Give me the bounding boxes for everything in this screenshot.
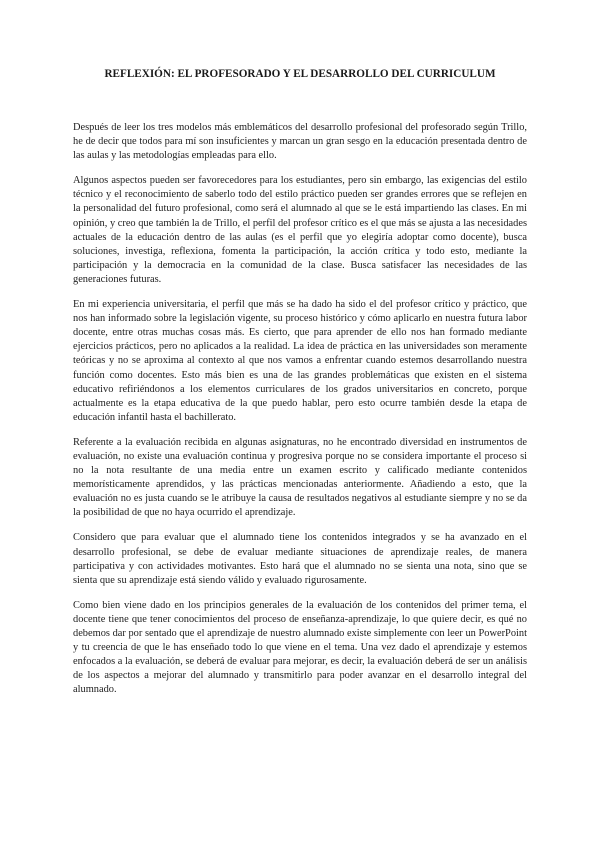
paragraph-6: Como bien viene dado en los principios generales de la evaluación de los contenidos del primer tema, el docente tiene que tener conocimientos del proceso de enseñanza-aprendizaje, lo que quiere decir, es qué no debemos dar por sentado que el aprendizaje de nuestro alumnado existe simplemente con leer un PowerPoint y tu creencia de que le has enseñado todo lo que viene en el tema. Una vez dado el aprendizaje y estemos enfocados a la evaluación, se deberá de evaluar para mejorar, es decir, la evaluación deberá de ser un análisis de los aspectos a mejorar del alumnado y transmitirlo para poder avanzar en el desarrollo integral del alumnado. <box>73 599 527 696</box>
paragraph-1: Después de leer los tres modelos más emblemáticos del desarrollo profesional del profesorado según Trillo, he de decir que todos para mí son insuficientes y marcan un gran sesgo en la educación presentada dentro de las aulas y las metodologías empleadas para ello. <box>73 122 527 162</box>
paragraph-3: En mi experiencia universitaria, el perfil que más se ha dado ha sido el del profesor crítico y práctico, que nos han informado sobre la legislación vigente, su proceso histórico y cómo aplicarlo en nuestra futura labor docente, entre otras muchas cosas más. Es cierto, que para aprender de ello nos han formado mediante ejercicios prácticos, pero no aplicados a la realidad. La idea de práctica en las universidades son meramente teóricas y no se aproxima al contexto al que nos vamos a enfrentar cuando estemos desarrollando nuestra función como docentes. Esto más bien es una de las grandes problemáticas que existen en el sistema educativo refiriéndonos a los elementos curriculares de los grados universitarios en concreto, porque actualmente es la etapa educativa de la que puedo hablar, pero esto ocurre también desde la etapa de educación infantil hasta el bachillerato. <box>73 299 527 423</box>
paragraph-5: Considero que para evaluar que el alumnado tiene los contenidos integrados y se ha avanzado en el desarrollo profesional, se debe de evaluar mediante situaciones de aprendizaje reales, de manera participativa y con actividades motivantes. Esto hará que el alumnado no se sienta una nota, sino que se sienta que su aprendizaje está siendo válido y evaluado rigurosamente. <box>73 532 527 586</box>
document-title: REFLEXIÓN: EL PROFESORADO Y EL DESARROLLO DEL CURRICULUM <box>104 68 496 80</box>
paragraph-2: Algunos aspectos pueden ser favorecedores para los estudiantes, pero sin embargo, las exigencias del estilo técnico y el reconocimiento de saberlo todo del estilo práctico pueden ser grandes errores que se reflejen en la personalidad del futuro profesional, como será el alumnado al que se le está impartiendo las clases. En mi opinión, y creo que también la de Trillo, el perfil del profesor crítico es el que más se ajusta a las necesidades actuales de la educación dentro de las aulas (es el perfil que yo elegiría adoptar como docente), busca soluciones, investiga, reflexiona, fomenta la participación, la acción crítica y todo esto, mediante la participación y la democracia en la comunidad de la clase. Busca satisfacer las necesidades de las generaciones futuras. <box>73 175 527 285</box>
paragraph-4: Referente a la evaluación recibida en algunas asignaturas, no he encontrado diversidad en instrumentos de evaluación, no existe una evaluación continua y progresiva porque no se considera importante el proceso si no la nota resultante de una media entre un examen escrito y calificado mediante contenidos memorísticamente aprendidos, y las prácticas mencionadas anteriormente. Añadiendo a esto, que la evaluación no es justa cuando se le atribuye la causa de resultados negativos al estudiante siempre y no se da la posibilidad de que no haya ocurrido el aprendizaje. <box>73 436 527 519</box>
document-body <box>73 121 527 708</box>
